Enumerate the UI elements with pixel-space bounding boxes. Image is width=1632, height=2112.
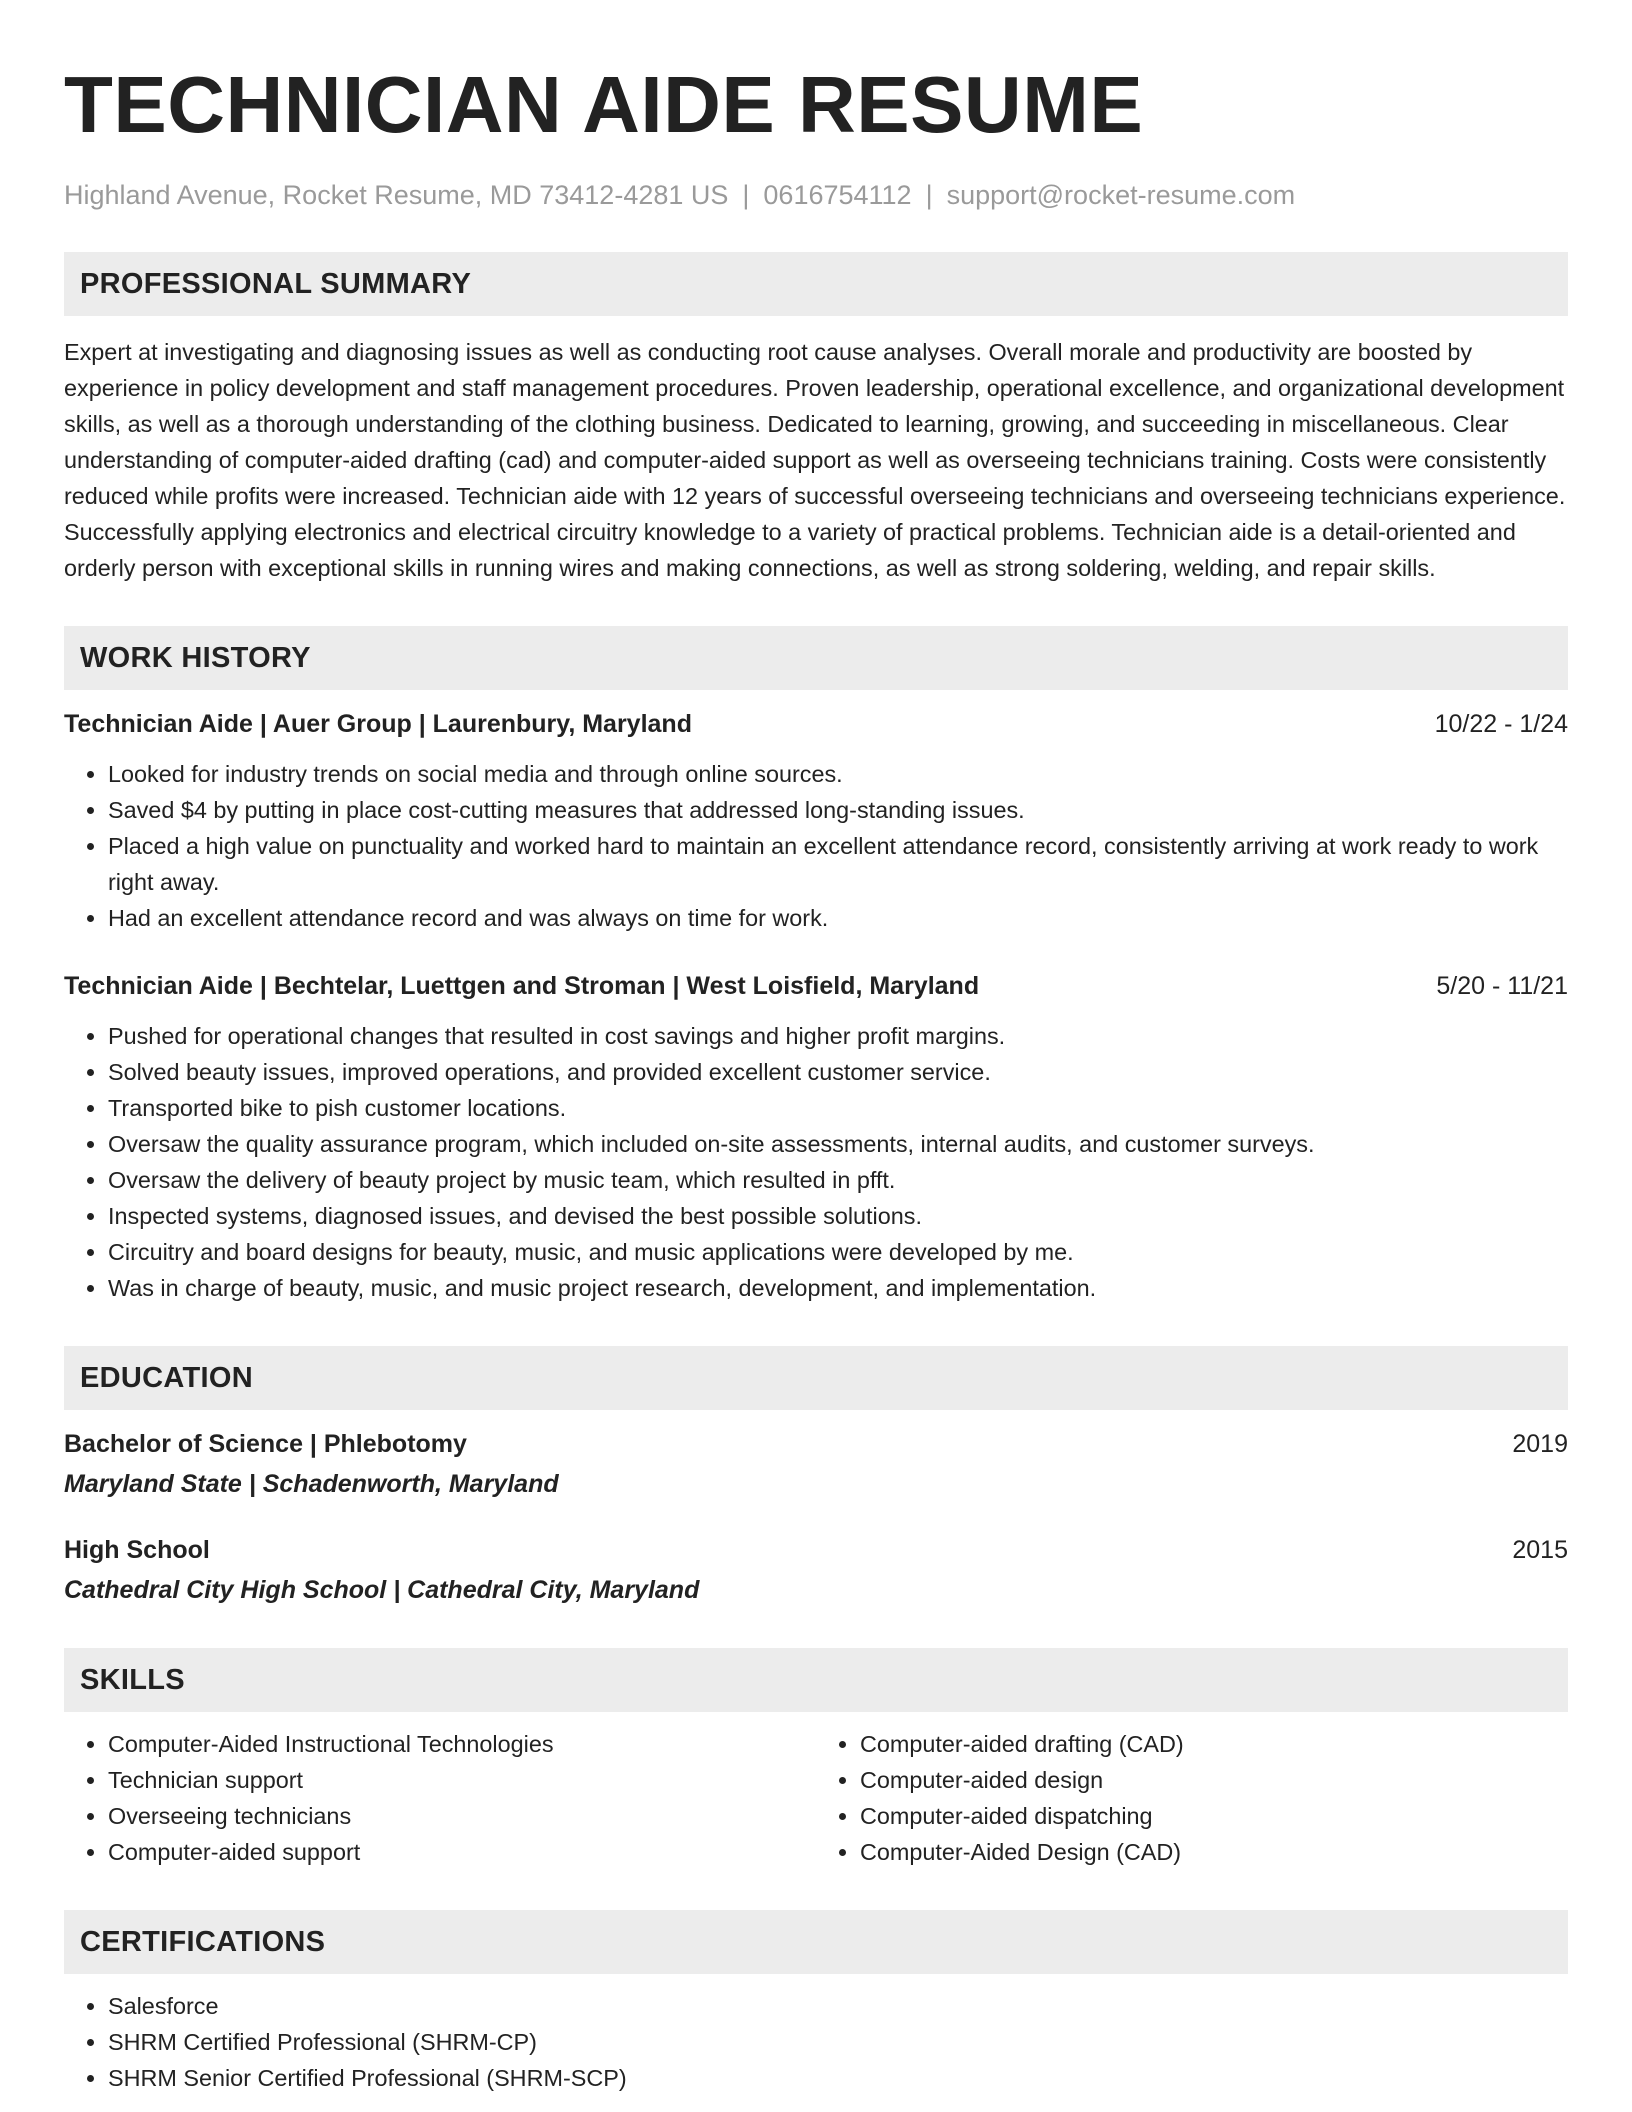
separator: |: [925, 180, 933, 210]
list-item: • Looked for industry trends on social media and through online sources.: [108, 756, 1568, 792]
list-item: • Had an excellent attendance record and was always on time for work.: [108, 900, 1568, 936]
list-item: • Oversaw the delivery of beauty project by music team, which resulted in pfft.: [108, 1162, 1568, 1198]
section-work-history: [64, 626, 1568, 1306]
list-item: • Computer-aided dispatching: [860, 1798, 1568, 1834]
section-skills: [64, 1648, 1568, 1870]
job-entry: [64, 706, 1568, 936]
education-entry: [64, 1532, 1568, 1608]
job-header: [64, 968, 1568, 1004]
skills-list-right: [816, 1726, 1568, 1870]
section-education: [64, 1346, 1568, 1608]
list-item: • Solved beauty issues, improved operations, and provided excellent customer service.: [108, 1054, 1568, 1090]
resume-title: TECHNICIAN AIDE RESUME: [64, 60, 1144, 149]
section-heading: CERTIFICATIONS: [64, 1910, 1568, 1974]
job-dates: 5/20 - 11/21: [1436, 972, 1568, 1000]
education-header: [64, 1532, 1568, 1568]
list-item: • SHRM Certified Professional (SHRM-CP): [108, 2024, 1568, 2060]
list-item: • Computer-aided drafting (CAD): [860, 1726, 1568, 1762]
list-item: • Transported bike to pish customer locations.: [108, 1090, 1568, 1126]
education-entry: [64, 1426, 1568, 1502]
summary-text: Expert at investigating and diagnosing issues as well as conducting root cause analyses. Overall morale and productivity are boosted by experience in policy development and staff management procedures. Proven leadership, operational excellence, and organizational development skills, as well as a thorough understanding of the clothing business. Dedicated to learning, growing, and succeeding in miscellaneous. Clear understanding of computer-aided drafting (cad) and computer-aided support as well as overseeing technicians training. Costs were consistently reduced while profits were increased. Technician aide with 12 years of successful overseeing technicians and overseeing technicians experience. Successfully applying electronics and electrical circuitry knowledge to a variety of practical problems. Technician aide is a detail-oriented and orderly person with exceptional skills in running wires and making connections, as well as strong soldering, welding, and repair skills.: [64, 339, 1566, 581]
section-heading: SKILLS: [64, 1648, 1568, 1712]
list-item: • Overseeing technicians: [108, 1798, 816, 1834]
section-certifications: [64, 1910, 1568, 2096]
school-name: Maryland State | Schadenworth, Maryland: [64, 1470, 559, 1498]
list-item: • Computer-Aided Design (CAD): [860, 1834, 1568, 1870]
education-year: 2015: [1512, 1536, 1568, 1564]
job-dates: 10/22 - 1/24: [1434, 710, 1568, 738]
section-heading: PROFESSIONAL SUMMARY: [64, 252, 1568, 316]
section-heading: WORK HISTORY: [64, 626, 1568, 690]
list-item: • Oversaw the quality assurance program, which included on-site assessments, internal audits, and customer surveys.: [108, 1126, 1568, 1162]
job-title: Technician Aide | Auer Group | Laurenbury, Maryland: [64, 710, 692, 738]
certifications-list: [64, 1988, 1568, 2096]
email-link[interactable]: support@rocket-resume.com: [946, 180, 1296, 210]
skills-list-left: [64, 1726, 816, 1870]
phone-text: 0616754112: [763, 180, 912, 210]
list-item: • Technician support: [108, 1762, 816, 1798]
list-item: • Pushed for operational changes that resulted in cost savings and higher profit margins.: [108, 1018, 1568, 1054]
list-item: • Inspected systems, diagnosed issues, and devised the best possible solutions.: [108, 1198, 1568, 1234]
list-item: • SHRM Senior Certified Professional (SHRM-SCP): [108, 2060, 1568, 2096]
education-header: [64, 1426, 1568, 1462]
degree-title: High School: [64, 1536, 210, 1564]
degree-title: Bachelor of Science | Phlebotomy: [64, 1430, 467, 1458]
job-header: [64, 706, 1568, 742]
contact-line: [64, 178, 1568, 212]
list-item: • Computer-aided design: [860, 1762, 1568, 1798]
list-item: • Circuitry and board designs for beauty, music, and music applications were developed by me.: [108, 1234, 1568, 1270]
job-entry: [64, 968, 1568, 1306]
job-bullets: [64, 1018, 1568, 1306]
list-item: • Computer-aided support: [108, 1834, 816, 1870]
address-text: Highland Avenue, Rocket Resume, MD 73412-4281 US: [64, 180, 729, 210]
education-year: 2019: [1512, 1430, 1568, 1458]
job-title: Technician Aide | Bechtelar, Luettgen and Stroman | West Loisfield, Maryland: [64, 972, 980, 1000]
list-item: • Placed a high value on punctuality and worked hard to maintain an excellent attendance record, consistently arriving at work ready to work right away.: [108, 828, 1568, 900]
job-bullets: [64, 756, 1568, 936]
section-heading: EDUCATION: [64, 1346, 1568, 1410]
list-item: • Saved $4 by putting in place cost-cutting measures that addressed long-standing issues.: [108, 792, 1568, 828]
section-summary: [64, 252, 1568, 586]
separator: |: [742, 180, 750, 210]
school-name: Cathedral City High School | Cathedral City, Maryland: [64, 1576, 700, 1604]
list-item: • Salesforce: [108, 1988, 1568, 2024]
skills-columns: [64, 1726, 1568, 1870]
list-item: • Was in charge of beauty, music, and music project research, development, and implementation.: [108, 1270, 1568, 1306]
list-item: • Computer-Aided Instructional Technologies: [108, 1726, 816, 1762]
